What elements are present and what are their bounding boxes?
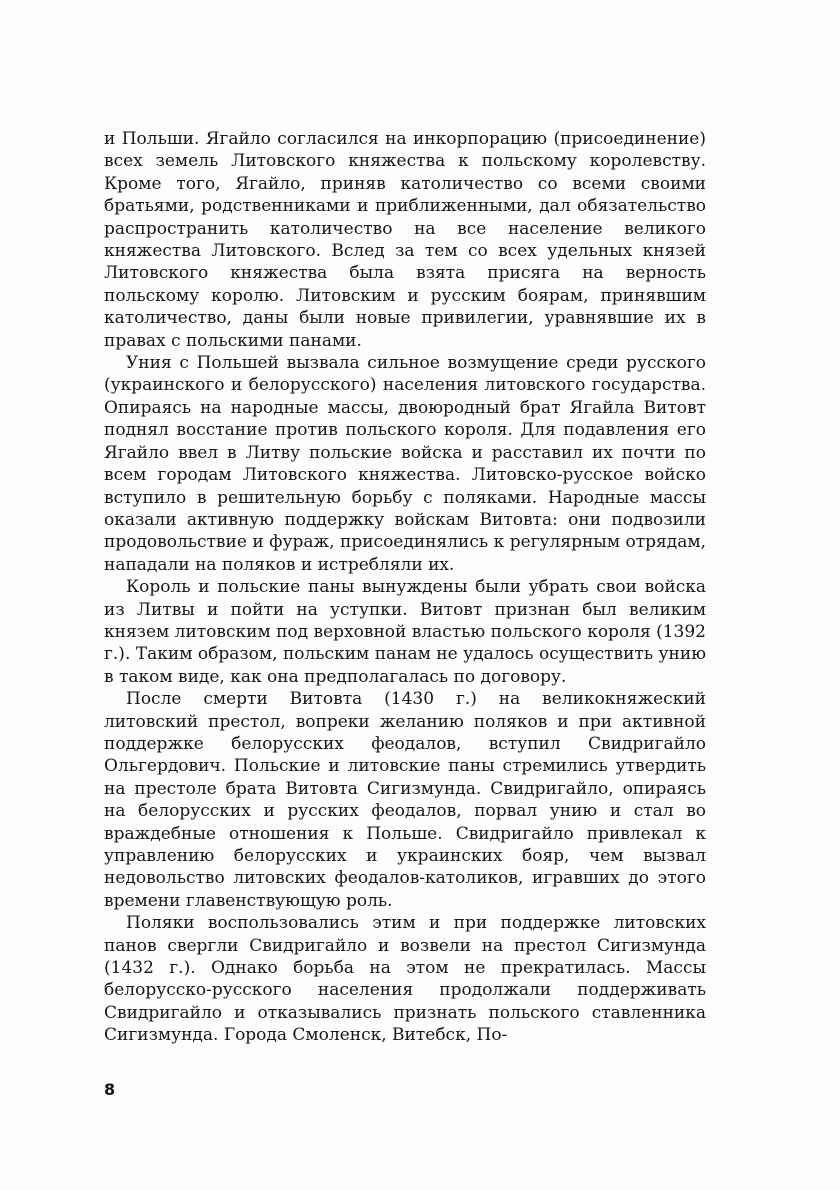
paragraph-4: После смерти Витовта (1430 г.) на великокняжеский литовский престол, вопреки желанию поляков и при активной поддержке белорусских феодалов, вступил Свидригайло Ольгердович. Польские и литовские паны стремились утвердить на престоле брата Витовта Сигизмунда. Свидригайло, опираясь на белорусских и русских феодалов, порвал унию и стал во враждебные отношения к Польше. Свидригайло привлекал к управлению белорусских и украинских бояр, чем вызвал недовольство литовских феодалов-католиков, игравших до этого времени главенствующую роль.: [104, 689, 706, 911]
paragraph-1: и Польши. Ягайло согласился на инкорпорацию (присоединение) всех земель Литовского княжества к польскому королевству. Кроме того, Ягайло, приняв католичество со всеми своими братьями, родственниками и приближенными, дал обязательство распространить католичество на все население великого княжества Литовского. Вслед за тем со всех удельных князей Литовского княжества была взята присяга на верность польскому королю. Литовским и русским боярам, принявшим католичество, даны были новые привилегии, уравнявшие их в правах с польскими панами.: [104, 129, 706, 351]
page-number: 8: [104, 1080, 116, 1099]
text-block: [104, 128, 706, 1047]
paragraph-3: Король и польские паны вынуждены были убрать свои войска из Литвы и пойти на уступки. Витовт признан был великим князем литовским под верховной властью польского короля (1392 г.). Таким образом, польским панам не удалось осуществить унию в таком виде, как она предполагалась по договору.: [104, 577, 706, 687]
paragraph-5: Поляки воспользовались этим и при поддержке литовских панов свергли Свидригайло и возвели на престол Сигизмунда (1432 г.). Однако борьба на этом не прекратилась. Массы белорусско-русского населения продолжали поддерживать Свидригайло и отказывались признать польского ставленника Сигизмунда. Города Смоленск, Витебск, По-: [104, 913, 706, 1046]
paragraph-2: Уния с Польшей вызвала сильное возмущение среди русского (украинского и белорусского) населения литовского государства. Опираясь на народные массы, двоюродный брат Ягайла Витовт поднял восстание против польского короля. Для подавления его Ягайло ввел в Литву польские войска и расставил их почти по всем городам Литовского княжества. Литовско-русское войско вступило в решительную борьбу с поляками. Народные массы оказали активную поддержку войскам Витовта: они подвозили продовольствие и фураж, присоединялись к регулярным отрядам, нападали на поляков и истребляли их.: [104, 353, 706, 575]
